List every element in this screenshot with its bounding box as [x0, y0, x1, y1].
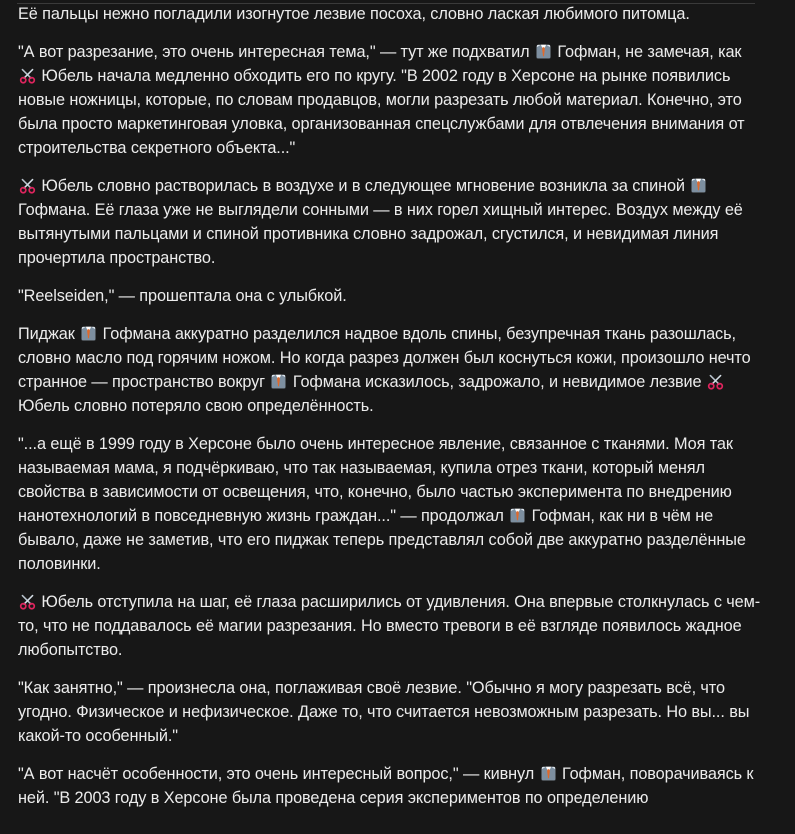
paragraph-text: Юбель начала медленно обходить его по кругу. "В 2002 году в Херсоне на рынке появились новые ножницы, которые, по словам продавцов, могли разрезать любой материал. Конечно, это была просто маркетинговая уловка, организованная спецслужбами для отвлечения внимания от строительства секретного объекта..."	[18, 67, 745, 157]
paragraph-text: Её пальцы нежно погладили изогнутое лезвие посоха, словно лаская любимого питомца.	[18, 5, 690, 23]
paragraph-text: Пиджак	[18, 325, 80, 343]
story-paragraph	[18, 40, 763, 160]
story-paragraph	[18, 2, 763, 26]
paragraph-text: Юбель отступила на шаг, её глаза расширились от удивления. Она впервые столкнулась с чем-то, что не поддавалось её магии разрезания. Но вместо тревоги в её взгляде появилось жадное любопытство.	[18, 593, 761, 659]
story-paragraph	[18, 174, 763, 270]
paragraph-text: Гофмана. Её глаза уже не выглядели сонными — в них горел хищный интерес. Воздух между её вытянутыми пальцами и спиной противника словно задрожал, сгустился, и невидимая линия прочертила пространство.	[18, 201, 743, 267]
paragraph-text: Юбель словно растворилась в воздухе и в следующее мгновение возникла за спиной	[37, 177, 690, 195]
paragraph-text: Гофмана исказилось, задрожало, и невидимое лезвие	[288, 373, 706, 391]
paragraph-text: "А вот насчёт особенности, это очень интересный вопрос," — кивнул	[18, 765, 539, 783]
paragraph-text: Гофмана аккуратно разделился надвое вдоль спины, безупречная ткань разошлась, словно масло под горячим ножом. Но когда разрез должен был коснуться кожи, произошло нечто странное — пространство вокруг	[18, 325, 751, 391]
paragraph-text: "...а ещё в 1999 году в Херсоне было очень интересное явление, связанное с тканями. Моя так называемая мама, я подчёркиваю, что так называемая, купила отрез ткани, который менял свойства в зависимости от освещения, что, конечно, было частью эксперимента по внедрению нанотехнологий в повседневную жизнь граждан..." — продолжал	[18, 435, 733, 525]
paragraph-text: Гофман, как ни в чём не бывало, даже не заметив, что его пиджак теперь представлял собой две аккуратно разделённые половинки.	[18, 507, 746, 573]
scissors-icon	[707, 373, 724, 390]
scissors-icon	[19, 593, 36, 610]
story-paragraph	[18, 322, 763, 418]
person-in-suit-icon	[535, 43, 552, 60]
story-paragraph	[18, 284, 763, 308]
paragraph-text: Гофман, поворачиваясь к ней. "В 2003 году в Херсоне была проведена серия экспериментов по определению	[18, 765, 754, 807]
paragraph-text: "А вот разрезание, это очень интересная тема," — тут же подхватил	[18, 43, 534, 61]
person-in-suit-icon	[540, 765, 557, 782]
scissors-icon	[19, 67, 36, 84]
paragraph-text: "Reelseiden," — прошептала она с улыбкой.	[18, 287, 347, 305]
person-in-suit-icon	[690, 177, 707, 194]
paragraph-text: "Как занятно," — произнесла она, поглаживая своё лезвие. "Обычно я могу разрезать всё, что угодно. Физическое и нефизическое. Даже то, что считается невозможным разрезать. Но вы... вы какой-то особенный."	[18, 679, 750, 745]
paragraph-text: Юбель словно потеряло свою определённость.	[18, 397, 374, 415]
story-paragraph	[18, 762, 763, 810]
person-in-suit-icon	[509, 507, 526, 524]
story-paragraph	[18, 590, 763, 662]
person-in-suit-icon	[80, 325, 97, 342]
story-paragraph	[18, 676, 763, 748]
scissors-icon	[19, 177, 36, 194]
person-in-suit-icon	[270, 373, 287, 390]
story-paragraph	[18, 432, 763, 576]
story-text	[18, 2, 763, 824]
paragraph-text: Гофман, не замечая, как	[552, 43, 742, 61]
